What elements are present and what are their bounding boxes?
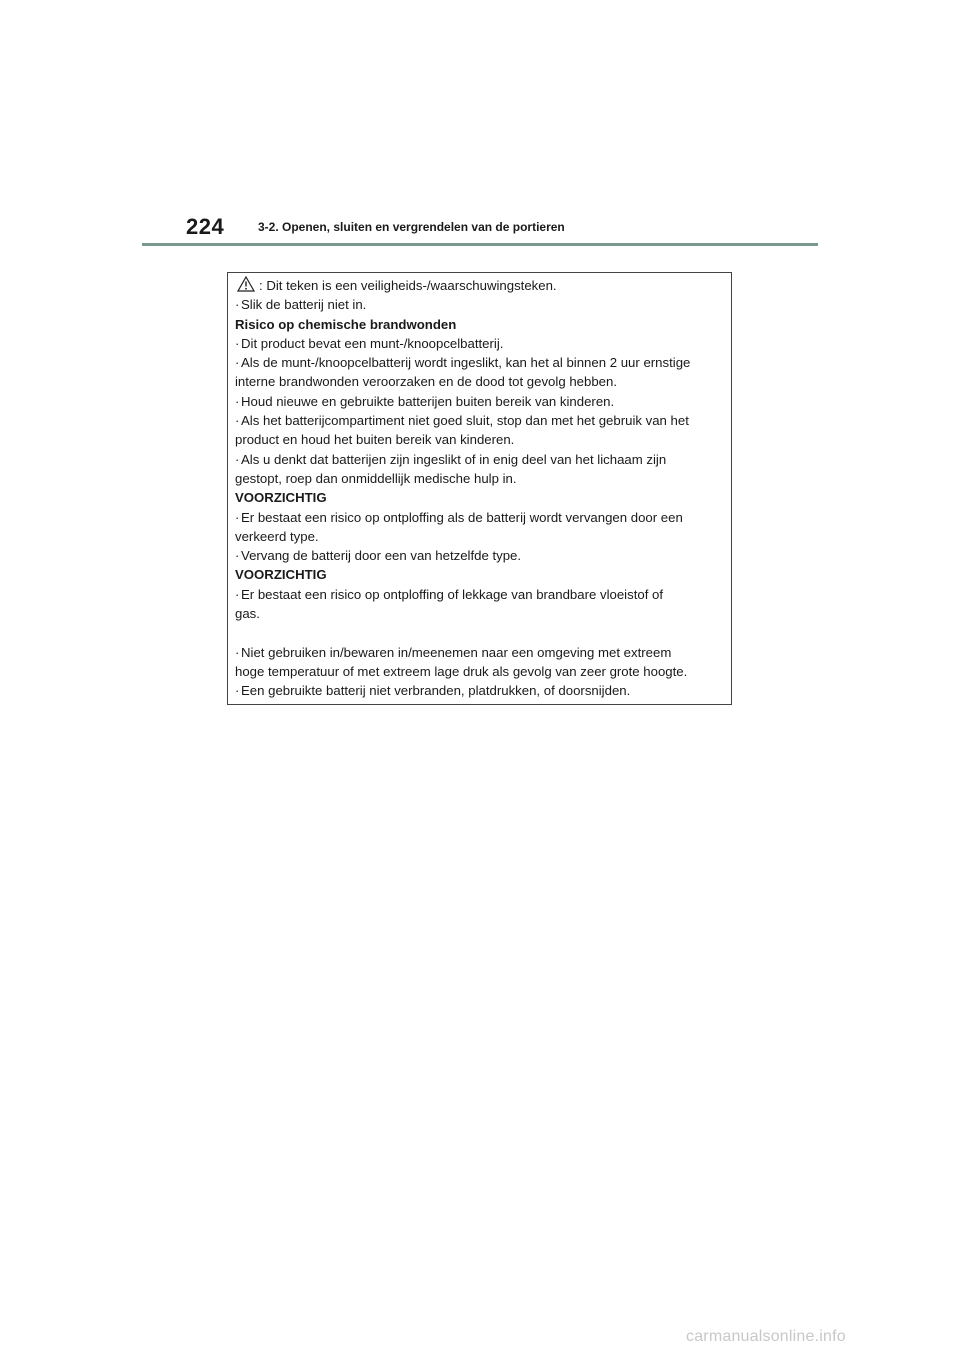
bullet-item [235,334,725,353]
section-title: 3-2. Openen, sluiten en vergrendelen van de portieren [258,220,565,234]
warning-heading: VOORZICHTIG [235,567,327,583]
page-number: 224 [186,214,225,239]
bullet-text: Slik de batterij niet in. [241,297,367,313]
warning-symbol-text: : Dit teken is een veiligheids-/waarschuwingsteken. [259,278,557,293]
bullet-text: Er bestaat een risico op ontploffing als de batterij wordt vervangen door een [241,509,683,525]
watermark: carmanualsonline.info [686,1328,846,1345]
bullet-dot-icon: · [235,548,240,564]
bullet-text: Als de munt-/knoopcelbatterij wordt ingeslikt, kan het al binnen 2 uur ernstige [241,355,691,371]
bullet-text: Niet gebruiken in/bewaren in/meenemen naar een omgeving met extreem [241,644,672,660]
bullet-text: Een gebruikte batterij niet verbranden, platdrukken, of doorsnijden. [241,683,631,699]
bullet-dot-icon: · [235,335,240,351]
bullet-dot-icon: · [235,683,240,699]
bullet-text: Als het batterijcompartiment niet goed sluit, stop dan met het gebruik van het [241,413,689,429]
bullet-dot-icon: · [235,586,240,602]
bullet-dot-icon: · [235,413,240,429]
bullet-dot-icon: · [235,509,240,525]
bullet-item [235,643,725,662]
continuation-line: hoge temperatuur of met extreem lage druk als gevolg van zeer grote hoogte. [235,663,688,679]
bullet-text: Als u denkt dat batterijen zijn ingeslikt of in enig deel van het lichaam zijn [241,451,667,467]
bullet-text: Er bestaat een risico op ontploffing of lekkage van brandbare vloeistof of [241,586,664,602]
blank-line [235,623,725,642]
warning-symbol-line [235,276,725,295]
continuation-line: gestopt, roep dan onmiddellijk medische hulp in. [235,470,517,486]
bullet-item [235,508,725,527]
bullet-dot-icon: · [235,451,240,467]
continuation-line: interne brandwonden veroorzaken en de dood tot gevolg hebben. [235,374,617,390]
bullet-item [235,546,725,565]
bullet-dot-icon: · [235,297,240,313]
continuation-line: gas. [235,606,260,622]
continuation-line: product en houd het buiten bereik van kinderen. [235,432,515,448]
header-divider [142,243,818,246]
bullet-item [235,411,725,430]
battery-warning-box [227,272,732,705]
bullet-item [235,353,725,372]
bullet-dot-icon: · [235,393,240,409]
continuation-line: verkeerd type. [235,528,319,544]
bullet-item [235,681,725,700]
bullet-text: Vervang de batterij door een van hetzelfde type. [241,548,522,564]
warning-heading: Risico op chemische brandwonden [235,316,457,332]
bullet-item [235,295,725,314]
bullet-dot-icon: · [235,644,240,660]
warning-heading: VOORZICHTIG [235,490,327,506]
warning-triangle-icon [237,276,255,292]
bullet-text: Dit product bevat een munt-/knoopcelbatterij. [241,335,504,351]
bullet-item [235,392,725,411]
bullet-text: Houd nieuwe en gebruikte batterijen buiten bereik van kinderen. [241,393,615,409]
bullet-item [235,585,725,604]
bullet-dot-icon: · [235,355,240,371]
bullet-item [235,450,725,469]
